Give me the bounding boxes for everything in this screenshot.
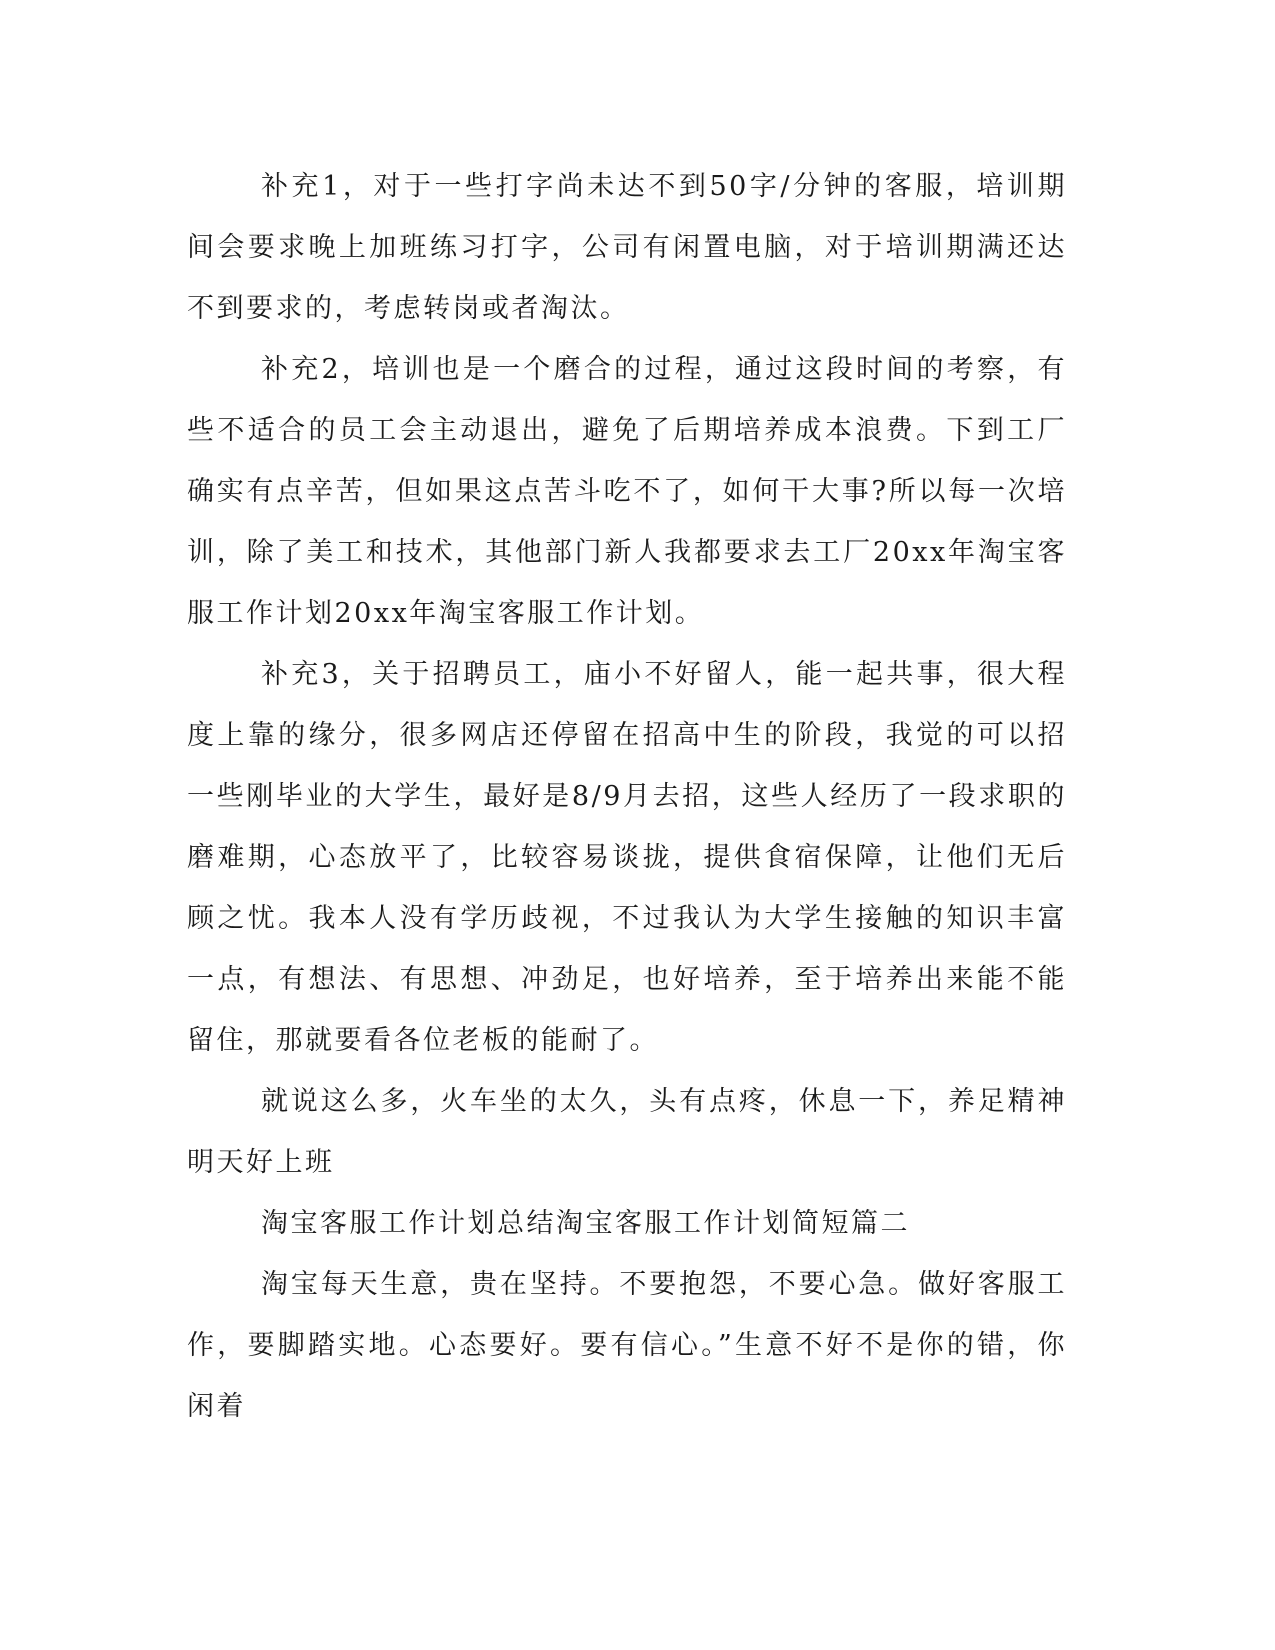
section-heading: 淘宝客服工作计划总结淘宝客服工作计划简短篇二: [261, 1208, 910, 1239]
paragraph-section-2: 淘宝每天生意，贵在坚持。不要抱怨，不要心急。做好客服工作，要脚踏实地。心态要好。要有信心。”生意不好不是你的错，你闲着: [187, 1269, 1067, 1422]
document-body: [187, 156, 1067, 1437]
paragraph-supplement-2: 补充2，培训也是一个磨合的过程，通过这段时间的考察，有些不适合的员工会主动退出，避免了后期培养成本浪费。下到工厂确实有点辛苦，但如果这点苦斗吃不了，如何干大事?所以每一次培训，除了美工和技术，其他部门新人我都要求去工厂20xx年淘宝客服工作计划20xx年淘宝客服工作计划。: [187, 354, 1067, 629]
paragraph-supplement-3: 补充3，关于招聘员工，庙小不好留人，能一起共事，很大程度上靠的缘分，很多网店还停留在招高中生的阶段，我觉的可以招一些刚毕业的大学生，最好是8/9月去招，这些人经历了一段求职的磨难期，心态放平了，比较容易谈拢，提供食宿保障，让他们无后顾之忧。我本人没有学历歧视，不过我认为大学生接触的知识丰富一点，有想法、有思想、冲劲足，也好培养，至于培养出来能不能留住，那就要看各位老板的能耐了。: [187, 659, 1067, 1056]
paragraph-supplement-1: 补充1，对于一些打字尚未达不到50字/分钟的客服，培训期间会要求晚上加班练习打字，公司有闲置电脑，对于培训期满还达不到要求的，考虑转岗或者淘汰。: [187, 171, 1067, 324]
paragraph-closing: 就说这么多，火车坐的太久，头有点疼，休息一下，养足精神明天好上班: [187, 1086, 1067, 1178]
